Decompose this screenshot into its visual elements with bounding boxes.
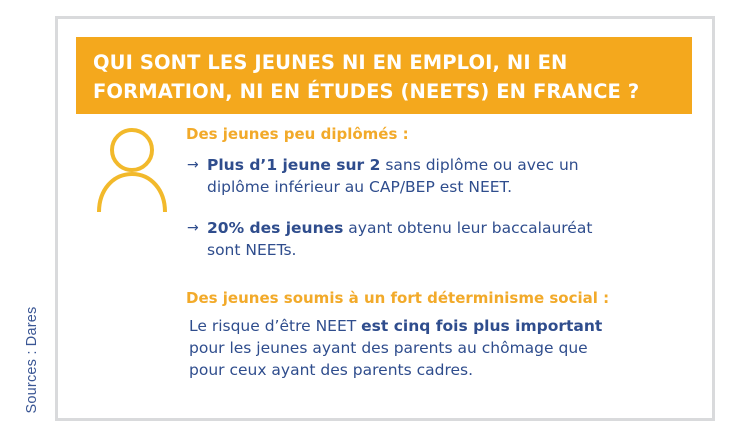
- bullet-text: [187, 217, 707, 261]
- bullet-item: [187, 154, 707, 198]
- title-line-2: FORMATION, NI EN ÉTUDES (NEETS) EN FRANCE ?: [93, 80, 640, 103]
- paragraph-line: [189, 315, 602, 337]
- bullet-line: diplôme inférieur au CAP/BEP est NEET.: [207, 178, 513, 196]
- person-icon: [95, 128, 169, 214]
- bullet-highlight: 20% des jeunes: [207, 219, 344, 237]
- infographic-card: [55, 16, 715, 421]
- bullet-line: sont NEETs.: [207, 241, 297, 259]
- page-title: [93, 48, 639, 106]
- sources-caption: Sources : Dares: [24, 306, 40, 414]
- title-banner: [76, 37, 692, 114]
- arrow-right-icon: →: [187, 220, 199, 236]
- section-heading-social-determinism: Des jeunes soumis à un fort déterminisme social :: [186, 289, 610, 307]
- bullet-rest: sans diplôme ou avec un: [380, 156, 579, 174]
- bullet-rest: ayant obtenu leur baccalauréat: [343, 219, 593, 237]
- title-line-1: QUI SONT LES JEUNES NI EN EMPLOI, NI EN: [93, 51, 568, 74]
- paragraph-line: pour les jeunes ayant des parents au chômage que: [189, 339, 588, 357]
- paragraph-highlight: est cinq fois plus important: [361, 317, 603, 335]
- social-determinism-paragraph: [189, 315, 602, 381]
- bullet-line: [207, 154, 707, 176]
- bullet-line: [207, 217, 707, 239]
- bullet-highlight: Plus d’1 jeune sur 2: [207, 156, 381, 174]
- bullet-text: [187, 154, 707, 198]
- bullet-item: [187, 217, 707, 261]
- paragraph-normal: Le risque d’être NEET: [189, 317, 362, 335]
- paragraph-line: pour ceux ayant des parents cadres.: [189, 361, 474, 379]
- section-heading-low-qualification: Des jeunes peu diplômés :: [186, 125, 409, 143]
- arrow-right-icon: →: [187, 157, 199, 173]
